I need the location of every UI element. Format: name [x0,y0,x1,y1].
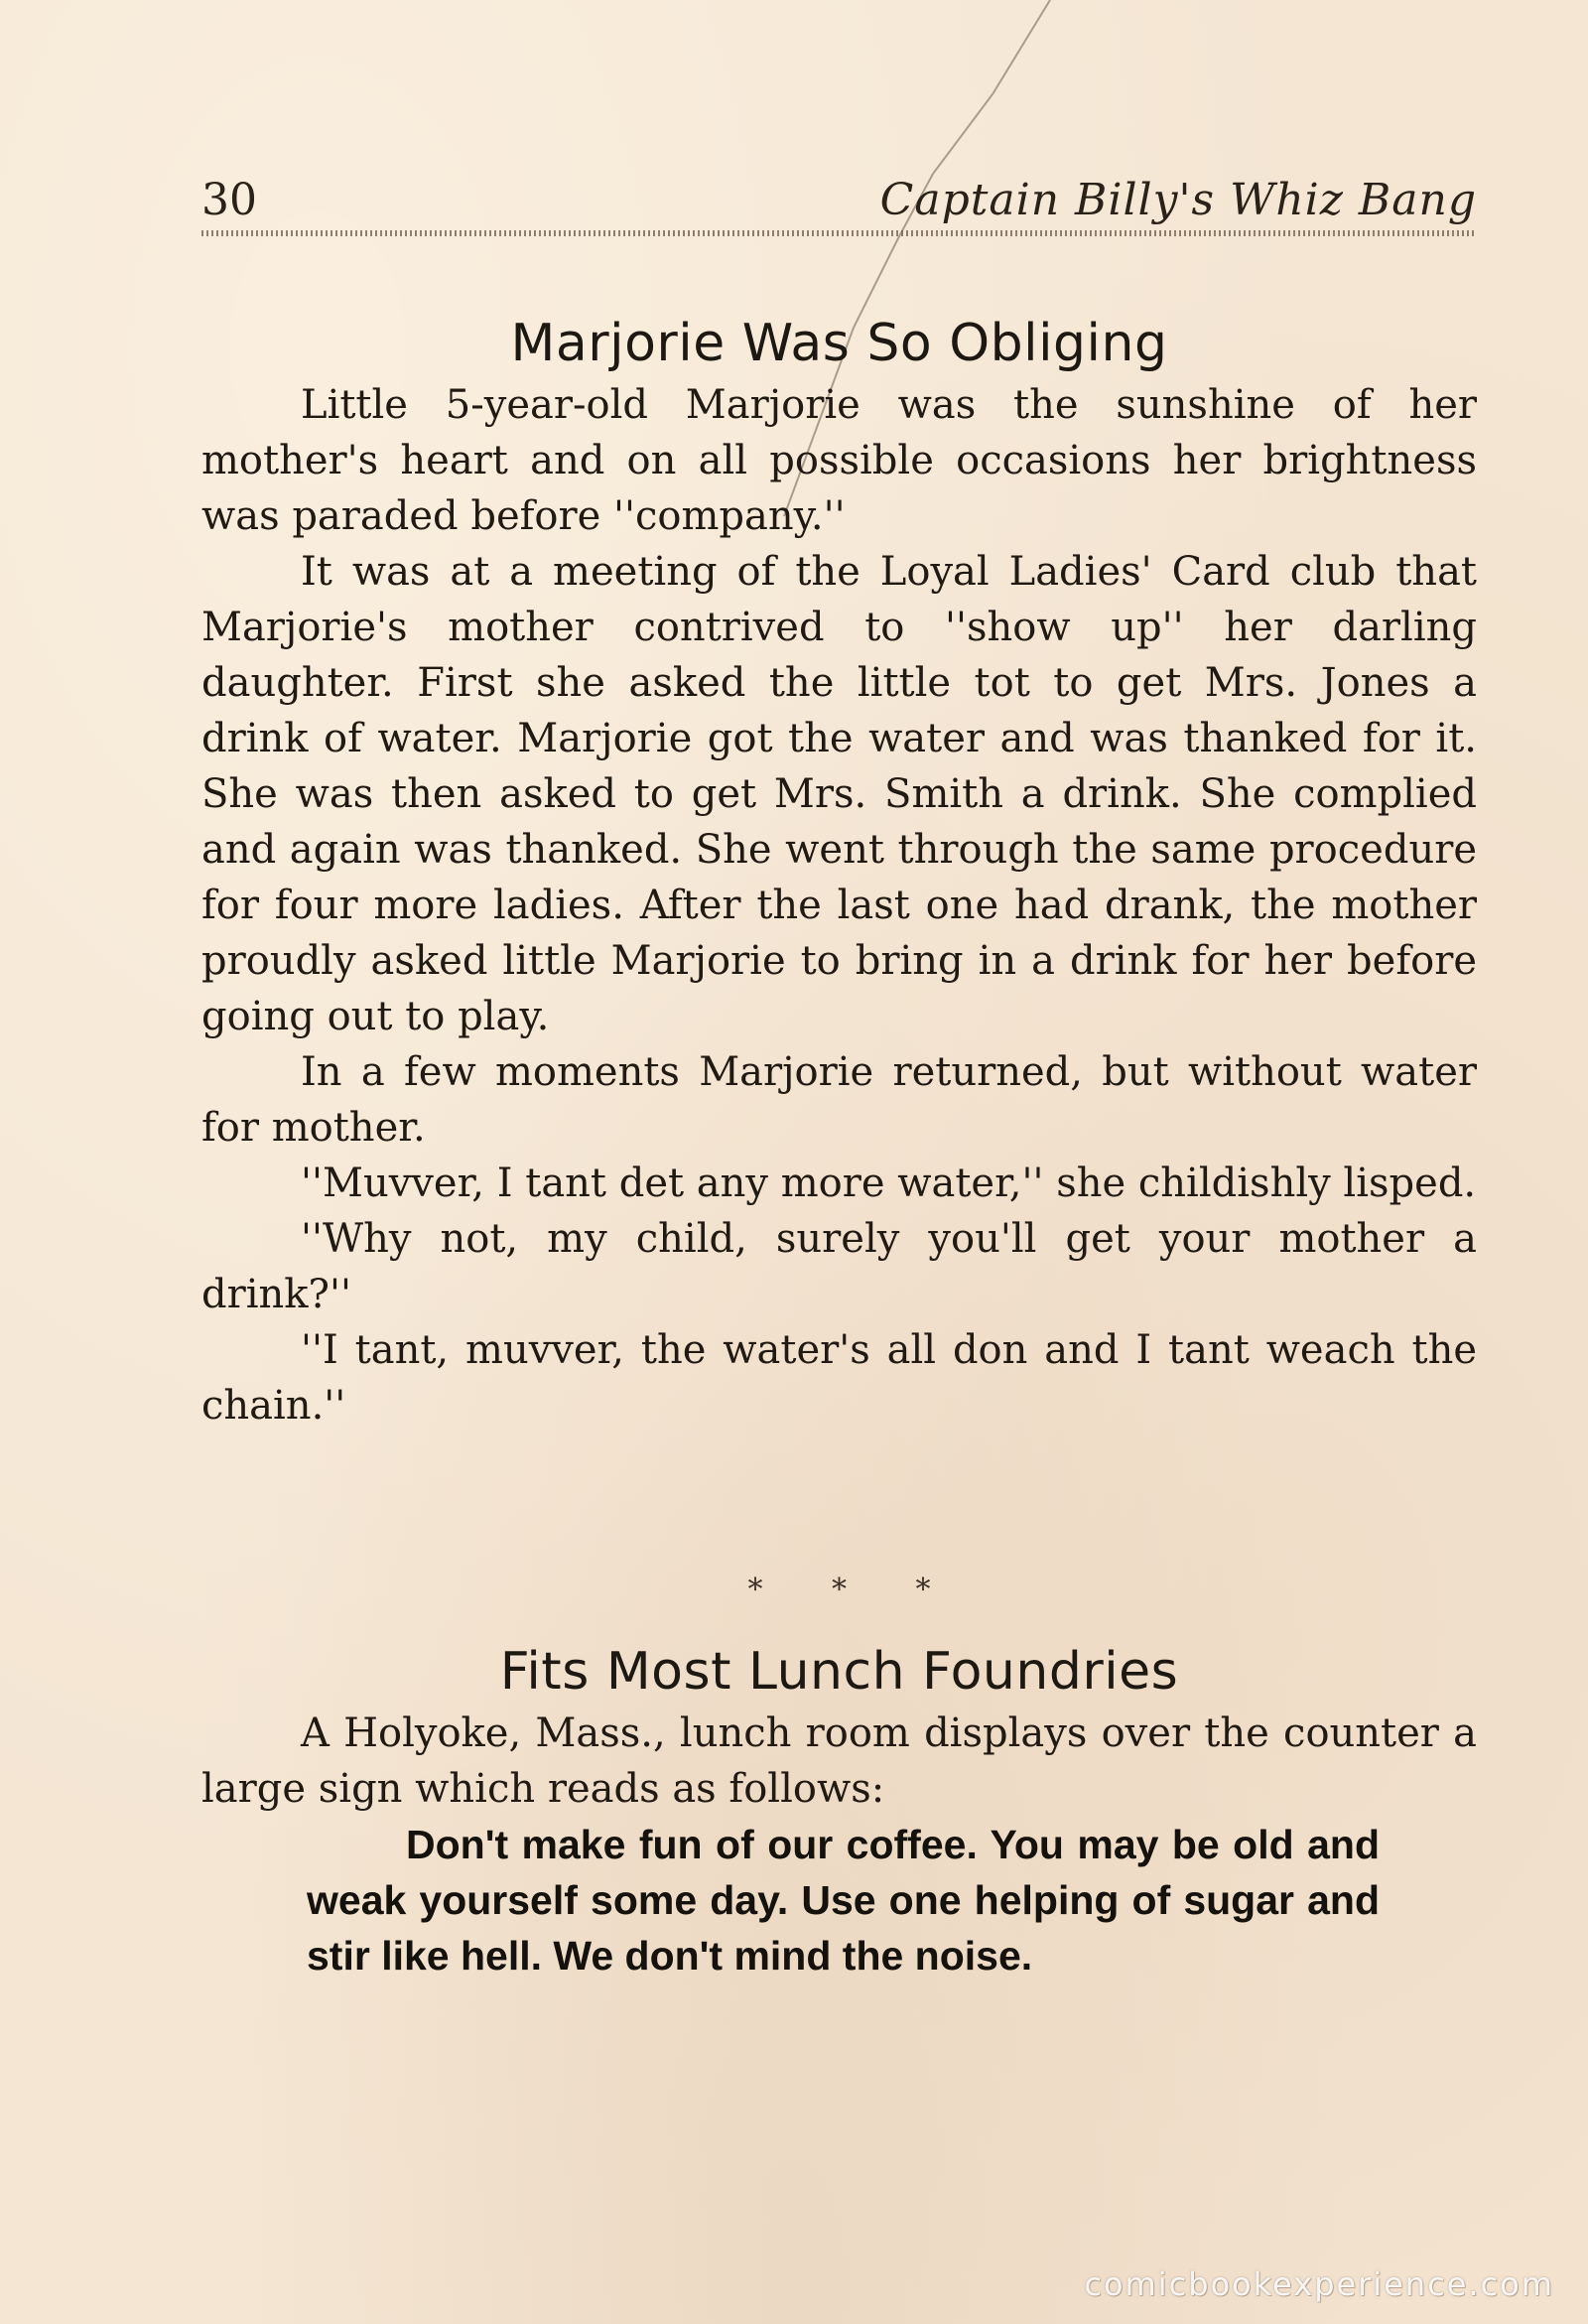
article-paragraph: ''Muvver, I tant det any more water,'' she childishly lisped. [301,1161,1477,1206]
article-paragraph: ''I tant, muvver, the water's all don and I tant weach the chain.'' [201,1327,1477,1429]
header-rule [201,230,1477,236]
section-separator: * * * [747,1572,931,1607]
article-paragraph: A Holyoke, Mass., lunch room displays over the counter a large sign which reads as follows: [201,1710,1477,1812]
article-title: Fits Most Lunch Foundries [499,1642,1179,1702]
article-paragraph: In a few moments Marjorie returned, but without water for mother. [201,1049,1477,1151]
running-title: Captain Billy's Whiz Bang [879,175,1477,225]
article-marjorie [201,310,1477,1434]
article-paragraph: ''Why not, my child, surely you'll get your mother a drink?'' [201,1216,1477,1317]
page-number: 30 [201,175,257,225]
article-paragraph: It was at a meeting of the Loyal Ladies' Card club that Marjorie's mother contrived to ''show up'' her darling daughter. First she asked the little tot to get Mrs. Jones a drink of water. Marjorie got the water and was thanked for it. She was then asked to get Mrs. Smith a drink. She complied and again was thanked. She went through the same procedure for four more ladies. After the last one had drank, the mother proudly asked little Marjorie to bring in a drink for her before going out to play. [201,549,1477,1039]
watermark: comicbookexperience.com [1084,2265,1554,2303]
article-lunch [201,1638,1477,1983]
article-title: Marjorie Was So Obliging [510,314,1168,373]
article-paragraph: Little 5-year-old Marjorie was the sunshine of her mother's heart and on all possible occasions her brightness was paraded before ''company.'' [201,382,1477,539]
sign-quote: Don't make fun of our coffee. You may be old and weak yourself some day. Use one helping of sugar and stir like hell. We don't mind the noise. [307,1822,1380,1979]
page-header [201,171,1477,230]
